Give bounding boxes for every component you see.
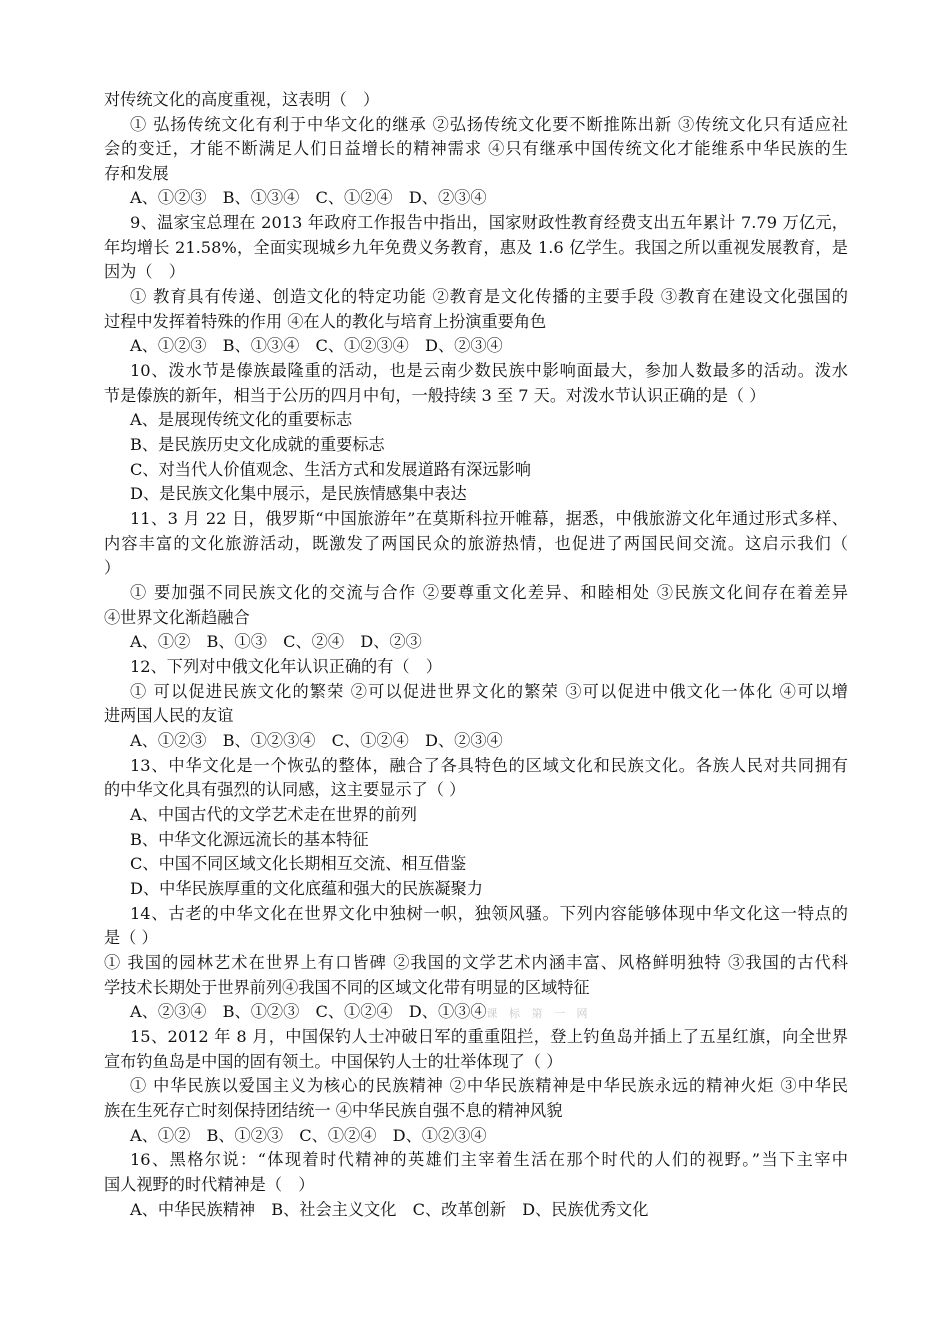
text-line: 因为（ ） xyxy=(104,262,185,281)
answer-options xyxy=(130,1000,592,1024)
answer-option: C、中国不同区域文化长期相互交流、相互借鉴 xyxy=(130,854,467,873)
text-line: ① 中华民族以爱国主义为核心的民族精神 ②中华民族精神是中华民族永远的精神火炬 ③中华民 xyxy=(130,1076,848,1095)
question-13: 13、中华文化是一个恢弘的整体，融合了各具特色的区域文化和民族文化。各族人民对共同拥有 xyxy=(130,756,848,775)
question-9: 9、温家宝总理在 2013 年政府工作报告中指出，国家财政性教育经费支出五年累计 7.79 万亿元， xyxy=(130,213,848,232)
answer-option: A、是展现传统文化的重要标志 xyxy=(130,410,353,429)
answer-options: A、①②③ B、①③④ C、①②④ D、②③④ xyxy=(130,188,487,207)
text-line: ） xyxy=(104,558,121,577)
watermark: 课 标 第 一 网 xyxy=(486,1007,592,1020)
text-line: ① 我国的园林艺术在世界上有口皆碑 ②我国的文学艺术内涵丰富、风格鲜明独特 ③我国的古代科 xyxy=(104,953,848,972)
text-line: ① 要加强不同民族文化的交流与合作 ②要尊重文化差异、和睦相处 ③民族文化间存在着差异 xyxy=(130,583,848,602)
text-line: 族在生死存亡时刻保持团结统一 ④中华民族自强不息的精神风貌 xyxy=(104,1101,563,1120)
answer-options: A、①②③ B、①③④ C、①②③④ D、②③④ xyxy=(130,336,503,355)
text-line: 内容丰富的文化旅游活动，既激发了两国民众的旅游热情，也促进了两国民间交流。这启示我们（ xyxy=(104,534,848,553)
question-11: 11、3 月 22 日，俄罗斯“中国旅游年”在莫斯科拉开帷幕，据悉，中俄旅游文化年通过形式多样、 xyxy=(130,509,848,528)
answer-options: A、中华民族精神 B、社会主义文化 C、改革创新 D、民族优秀文化 xyxy=(130,1200,649,1219)
text-line: ① 可以促进民族文化的繁荣 ②可以促进世界文化的繁荣 ③可以促进中俄文化一体化 ④可以增 xyxy=(130,682,848,701)
text-line: 是（ ） xyxy=(104,928,158,947)
answer-options-text: A、②③④ B、①②③ C、①②④ D、①③④ xyxy=(130,1002,487,1021)
question-12: 12、下列对中俄文化年认识正确的有（ ） xyxy=(130,657,442,676)
text-line: 会的变迁，才能不断满足人们日益增长的精神需求 ④只有继承中国传统文化才能维系中华民族的生 xyxy=(104,139,848,158)
answer-option: A、中国古代的文学艺术走在世界的前列 xyxy=(130,805,417,824)
text-line: 学技术长期处于世界前列④我国不同的区域文化带有明显的区域特征 xyxy=(104,978,590,997)
text-line: 过程中发挥着特殊的作用 ④在人的教化与培育上扮演重要角色 xyxy=(104,312,547,331)
answer-options: A、①② B、①③ C、②④ D、②③ xyxy=(130,632,422,651)
text-line: 宣布钓鱼岛是中国的固有领土。中国保钓人士的壮举体现了（ ） xyxy=(104,1052,563,1071)
text-line: ④世界文化渐趋融合 xyxy=(104,608,250,627)
text-line: ① 教育具有传递、创造文化的特定功能 ②教育是文化传播的主要手段 ③教育在建设文化强国的 xyxy=(130,287,848,306)
text-line: 节是傣族的新年，相当于公历的四月中旬，一般持续 3 至 7 天。对泼水节认识正确的是（ ） xyxy=(104,386,766,405)
question-15: 15、2012 年 8 月，中国保钓人士冲破日军的重重阻拦，登上钓鱼岛并插上了五星红旗，向全世界 xyxy=(130,1027,848,1046)
text-line: ① 弘扬传统文化有利于中华文化的继承 ②弘扬传统文化要不断推陈出新 ③传统文化只有适应社 xyxy=(130,115,848,134)
answer-option: B、中华文化源远流长的基本特征 xyxy=(130,830,369,849)
text-line: 年均增长 21.58%，全面实现城乡九年免费义务教育，惠及 1.6 亿学生。我国之所以重视发展教育，是 xyxy=(104,238,848,257)
question-16: 16、黑格尔说：“体现着时代精神的英雄们主宰着生活在那个时代的人们的视野。”当下主宰中 xyxy=(130,1150,848,1169)
answer-options: A、①② B、①②③ C、①②④ D、①②③④ xyxy=(130,1126,487,1145)
text-line: 进两国人民的友谊 xyxy=(104,706,234,725)
answer-option: C、对当代人价值观念、生活方式和发展道路有深远影响 xyxy=(130,460,531,479)
text-line: 的中华文化具有强烈的认同感，这主要显示了（ ） xyxy=(104,780,466,799)
answer-option: B、是民族历史文化成就的重要标志 xyxy=(130,435,385,454)
text-line: 对传统文化的高度重视，这表明（ ） xyxy=(104,90,380,109)
question-10: 10、泼水节是傣族最隆重的活动，也是云南少数民族中影响面最大，参加人数最多的活动。泼水 xyxy=(130,361,848,380)
text-line: 国人视野的时代精神是（ ） xyxy=(104,1175,315,1194)
question-14: 14、古老的中华文化在世界文化中独树一帜，独领风骚。下列内容能够体现中华文化这一特点的 xyxy=(130,904,848,923)
answer-option: D、中华民族厚重的文化底蕴和强大的民族凝聚力 xyxy=(130,879,483,898)
text-line: 存和发展 xyxy=(104,164,169,183)
answer-option: D、是民族文化集中展示，是民族情感集中表达 xyxy=(130,484,467,503)
answer-options: A、①②③ B、①②③④ C、①②④ D、②③④ xyxy=(130,731,503,750)
